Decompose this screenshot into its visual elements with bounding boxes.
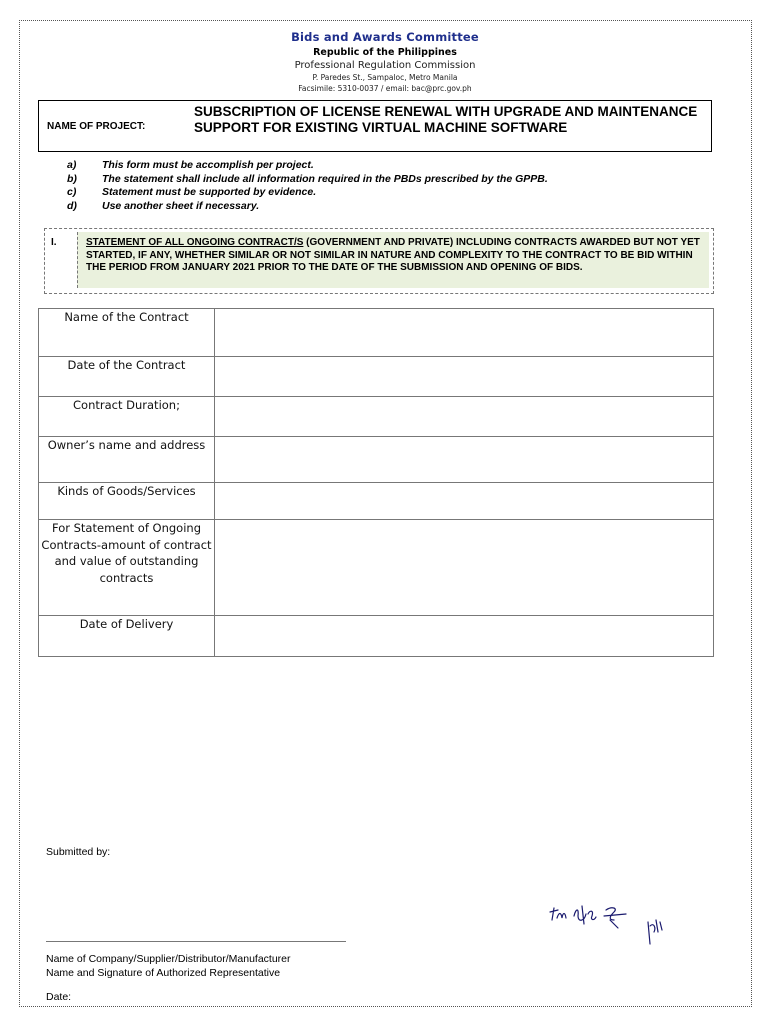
statement-section bbox=[44, 228, 714, 294]
signature-image bbox=[548, 902, 678, 950]
row-label: For Statement of Ongoing Contracts-amount of contract and value of outstanding contracts bbox=[39, 520, 215, 616]
statement-heading: STATEMENT OF ALL ONGOING CONTRACT/S bbox=[86, 237, 304, 248]
table-row bbox=[39, 520, 714, 616]
project-label: NAME OF PROJECT: bbox=[47, 121, 146, 132]
table-row bbox=[39, 483, 714, 520]
delivery-date-field[interactable] bbox=[215, 616, 714, 657]
address-line: P. Paredes St., Sampaloc, Metro Manila bbox=[312, 73, 458, 82]
table-row bbox=[39, 437, 714, 483]
instruction-letter: b) bbox=[67, 172, 77, 185]
row-label: Date of Delivery bbox=[39, 616, 215, 657]
instruction-letter: d) bbox=[67, 199, 77, 212]
instruction-text: Statement must be supported by evidence. bbox=[102, 186, 317, 198]
table-row bbox=[39, 357, 714, 397]
project-name: SUBSCRIPTION OF LICENSE RENEWAL WITH UPGRADE AND MAINTENANCE SUPPORT FOR EXISTING VIRTUAL MACHINE SOFTWARE bbox=[194, 104, 698, 135]
instructions-list bbox=[67, 159, 548, 213]
signatory-block bbox=[46, 952, 291, 980]
commission-line: Professional Regulation Commission bbox=[294, 60, 476, 71]
statement-body: (GOVERNMENT AND PRIVATE) INCLUDING CONTRACTS AWARDED BUT NOT YET STARTED, IF ANY, WHETHER SIMILAR OR NOT SIMILAR IN NATURE AND COMPLEXITY TO THE CONTRACT TO BE BID WITHIN THE PERIOD FROM JANUARY 2021 PRIOR TO THE DATE OF THE SUBMISSION AND OPENING OF BIDS. bbox=[86, 237, 700, 274]
ongoing-contracts-field[interactable] bbox=[215, 520, 714, 616]
contract-table bbox=[38, 308, 714, 657]
row-label: Owner’s name and address bbox=[39, 437, 215, 483]
instruction-text: This form must be accomplish per project. bbox=[102, 159, 314, 171]
section-number: I. bbox=[51, 237, 57, 248]
row-label: Name of the Contract bbox=[39, 309, 215, 357]
instruction-item bbox=[67, 173, 548, 187]
letterhead bbox=[0, 30, 770, 93]
project-box bbox=[38, 100, 712, 152]
company-line: Name of Company/Supplier/Distributor/Manufacturer bbox=[46, 953, 291, 965]
submitted-by-label: Submitted by: bbox=[46, 846, 111, 858]
table-row bbox=[39, 616, 714, 657]
owner-field[interactable] bbox=[215, 437, 714, 483]
table-row bbox=[39, 309, 714, 357]
instruction-letter: c) bbox=[67, 186, 77, 198]
instruction-item bbox=[67, 200, 548, 214]
contract-date-field[interactable] bbox=[215, 357, 714, 397]
goods-services-field[interactable] bbox=[215, 483, 714, 520]
instruction-item bbox=[67, 159, 548, 173]
representative-line: Name and Signature of Authorized Representative bbox=[46, 967, 281, 979]
contract-name-field[interactable] bbox=[215, 309, 714, 357]
statement-text bbox=[77, 232, 709, 288]
signature-line bbox=[46, 941, 346, 942]
date-label: Date: bbox=[46, 991, 72, 1003]
republic-line: Republic of the Philippines bbox=[313, 47, 457, 58]
row-label: Contract Duration; bbox=[39, 397, 215, 437]
instruction-text: Use another sheet if necessary. bbox=[102, 199, 260, 212]
instruction-letter: a) bbox=[67, 159, 77, 171]
instruction-item bbox=[67, 186, 548, 200]
contract-duration-field[interactable] bbox=[215, 397, 714, 437]
instruction-text: The statement shall include all information required in the PBDs prescribed by the GPPB. bbox=[102, 172, 548, 185]
contact-line: Facsimile: 5310-0037 / email: bac@prc.gov.ph bbox=[298, 84, 472, 93]
committee-title: Bids and Awards Committee bbox=[291, 30, 479, 44]
row-label: Kinds of Goods/Services bbox=[39, 483, 215, 520]
row-label: Date of the Contract bbox=[39, 357, 215, 397]
table-row bbox=[39, 397, 714, 437]
